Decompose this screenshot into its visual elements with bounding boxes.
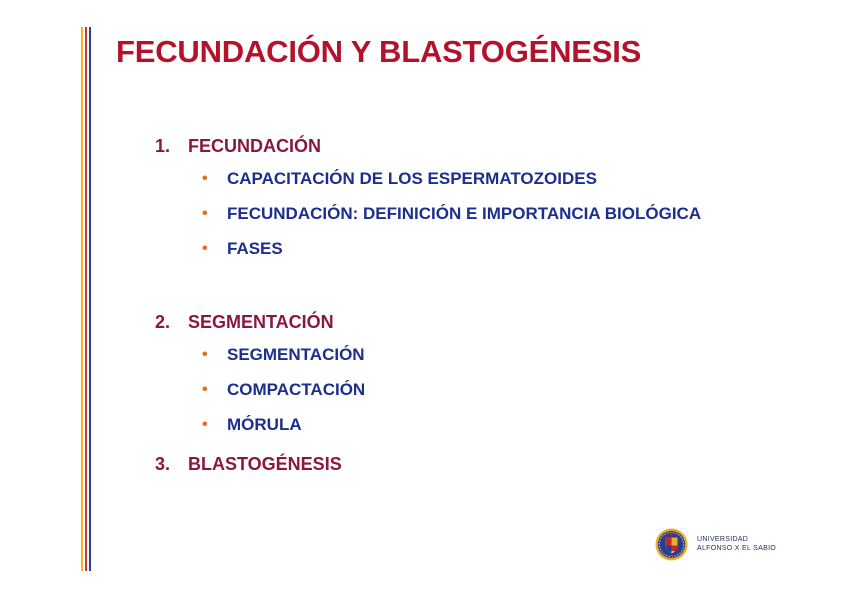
- list-item: [202, 165, 715, 192]
- list-item-text: MÓRULA: [227, 415, 302, 434]
- list-item-text: CAPACITACIÓN DE LOS ESPERMATOZOIDES: [227, 169, 597, 188]
- university-name-line-1: UNIVERSIDAD: [697, 536, 749, 543]
- section-blastogenesis: [155, 451, 715, 477]
- list-item-text: FECUNDACIÓN: DEFINICIÓN E IMPORTANCIA BIOLÓGICA: [227, 204, 702, 223]
- section-fecundacion: [155, 133, 715, 309]
- decorative-stripes: [81, 27, 93, 571]
- section-number: 2.: [155, 312, 171, 332]
- section-heading: [155, 309, 715, 335]
- section-number: 1.: [155, 136, 171, 156]
- section-number: 3.: [155, 454, 171, 474]
- section-segmentacion: [155, 309, 715, 451]
- section-heading: [155, 451, 715, 477]
- outline: [155, 133, 715, 477]
- sub-list: [155, 165, 715, 262]
- list-item: [202, 235, 715, 262]
- university-name-line-2: ALFONSO X EL SABIO: [697, 545, 777, 552]
- university-logo: [655, 526, 776, 562]
- list-item: [202, 376, 715, 403]
- stripe-blue: [89, 27, 91, 571]
- list-item: [202, 200, 715, 227]
- list-item-text: FASES: [227, 239, 283, 258]
- list-item: [202, 411, 715, 438]
- list-item-text: COMPACTACIÓN: [227, 380, 366, 399]
- bullet-icon: •: [202, 240, 208, 257]
- university-name: [697, 535, 776, 553]
- list-item: [202, 341, 715, 368]
- stripe-yellow: [81, 27, 83, 571]
- bullet-icon: •: [202, 170, 208, 187]
- section-title: SEGMENTACIÓN: [188, 312, 334, 332]
- bullet-icon: •: [202, 381, 208, 398]
- bullet-icon: •: [202, 416, 208, 433]
- stripe-red: [85, 27, 87, 571]
- sub-list: [155, 341, 715, 438]
- section-title: FECUNDACIÓN: [188, 136, 321, 156]
- university-seal-icon: [655, 528, 688, 561]
- slide-title: FECUNDACIÓN Y BLASTOGÉNESIS: [116, 34, 642, 69]
- section-title: BLASTOGÉNESIS: [188, 454, 342, 474]
- bullet-icon: •: [202, 205, 208, 222]
- bullet-icon: •: [202, 346, 208, 363]
- list-item-text: SEGMENTACIÓN: [227, 345, 365, 364]
- section-heading: [155, 133, 715, 159]
